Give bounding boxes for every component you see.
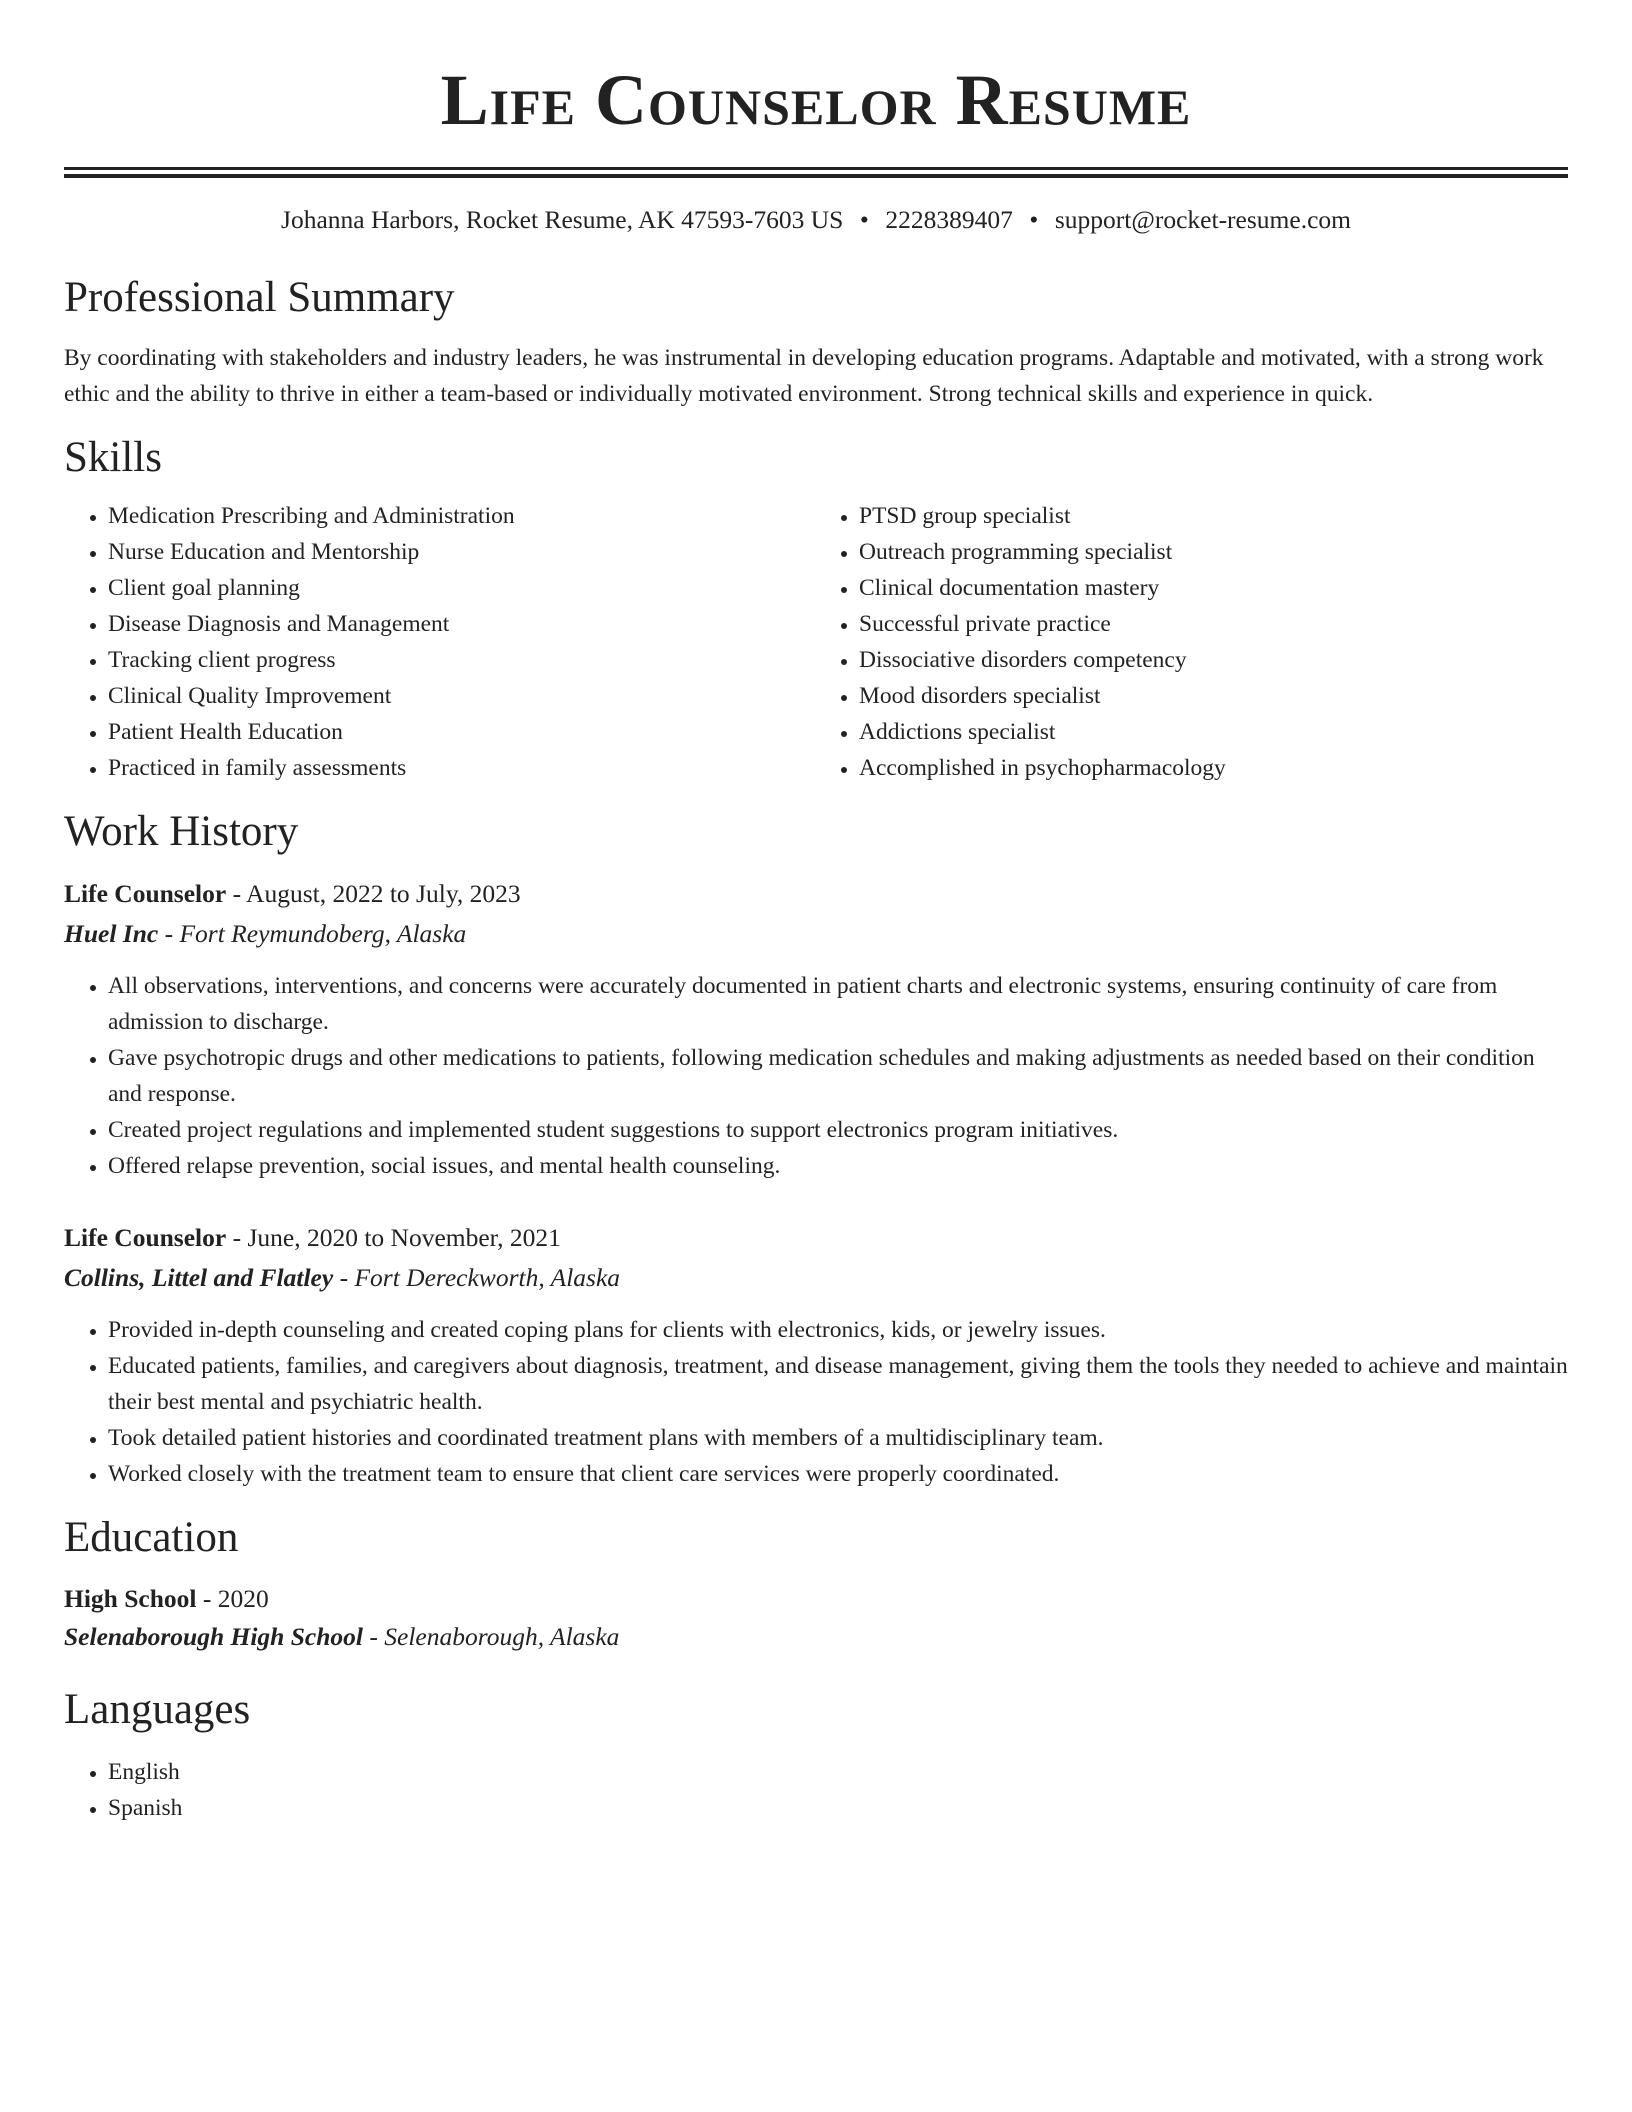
skill-item: • Mood disorders specialist — [859, 678, 1568, 714]
skill-item: • Nurse Education and Mentorship — [108, 534, 817, 570]
work-history-heading: Work History — [64, 808, 299, 855]
job-dates: June, 2020 to November, 2021 — [247, 1223, 561, 1252]
skill-item: • Clinical Quality Improvement — [108, 678, 817, 714]
contact-separator: • — [859, 205, 869, 234]
job-title: Life Counselor — [64, 879, 227, 908]
job-bullet: • Took detailed patient histories and coordinated treatment plans with members of a multidisciplinary team. — [108, 1420, 1568, 1456]
skill-item: • Clinical documentation mastery — [859, 570, 1568, 606]
language-item: • Spanish — [108, 1790, 1568, 1826]
languages-list — [64, 1754, 1568, 1826]
contact-separator: • — [1029, 205, 1039, 234]
job-location: Fort Reymundoberg, Alaska — [179, 919, 467, 948]
job-title: Life Counselor — [64, 1223, 227, 1252]
job-bullets — [64, 1312, 1568, 1492]
skill-item: • Accomplished in psychopharmacology — [859, 750, 1568, 786]
education-location: Selenaborough, Alaska — [384, 1622, 620, 1651]
language-item: • English — [108, 1754, 1568, 1790]
job-bullet: • Gave psychotropic drugs and other medications to patients, following medication schedules and making adjustments as needed based on their condition and response. — [108, 1040, 1568, 1112]
education-school: Selenaborough High School — [64, 1622, 363, 1651]
contact-phone: 2228389407 — [885, 205, 1013, 234]
education-degree-line: High School - 2020 — [64, 1584, 269, 1613]
job-bullet: • All observations, interventions, and concerns were accurately documented in patient charts and electronic systems, ensuring continuity of care from admission to discharge. — [108, 968, 1568, 1040]
job-bullet: • Offered relapse prevention, social issues, and mental health counseling. — [108, 1148, 1568, 1184]
education-heading: Education — [64, 1514, 239, 1561]
skills-heading: Skills — [64, 434, 162, 481]
job-bullet: • Worked closely with the treatment team to ensure that client care services were properly coordinated. — [108, 1456, 1568, 1492]
education-degree: High School — [64, 1584, 197, 1613]
skill-item: • Medication Prescribing and Administration — [108, 498, 817, 534]
resume-title: Life Counselor Resume — [440, 60, 1192, 140]
skills-list-right — [817, 498, 1568, 786]
job-bullet: • Created project regulations and implemented student suggestions to support electronics program initiatives. — [108, 1112, 1568, 1148]
job-company: Collins, Littel and Flatley — [64, 1263, 334, 1292]
title-double-rule — [64, 167, 1568, 178]
job-location: Fort Dereckworth, Alaska — [354, 1263, 621, 1292]
summary-heading: Professional Summary — [64, 274, 455, 321]
contact-line — [64, 204, 1568, 236]
job-entry — [64, 874, 1568, 1184]
skills-columns — [64, 498, 1568, 786]
skill-item: • Client goal planning — [108, 570, 817, 606]
job-dates: August, 2022 to July, 2023 — [246, 879, 521, 908]
job-bullet: • Provided in-depth counseling and created coping plans for clients with electronics, kids, or jewelry issues. — [108, 1312, 1568, 1348]
job-company-line: Huel Inc - Fort Reymundoberg, Alaska — [64, 919, 467, 948]
skill-item: • Patient Health Education — [108, 714, 817, 750]
skill-item: • Tracking client progress — [108, 642, 817, 678]
job-entry — [64, 1218, 1568, 1492]
job-bullet: • Educated patients, families, and caregivers about diagnosis, treatment, and disease management, giving them the tools they needed to achieve and maintain their best mental and psychiatric health. — [108, 1348, 1568, 1420]
job-bullets — [64, 968, 1568, 1184]
languages-heading: Languages — [64, 1686, 251, 1733]
education-school-line: Selenaborough High School - Selenaborough, Alaska — [64, 1622, 620, 1651]
skill-item: • Outreach programming specialist — [859, 534, 1568, 570]
skill-item: • Practiced in family assessments — [108, 750, 817, 786]
job-title-line: Life Counselor - August, 2022 to July, 2023 — [64, 879, 521, 908]
skill-item: • Disease Diagnosis and Management — [108, 606, 817, 642]
contact-address: Johanna Harbors, Rocket Resume, AK 47593-7603 US — [281, 205, 844, 234]
summary-text: By coordinating with stakeholders and industry leaders, he was instrumental in developing education programs. Adaptable and motivated, with a strong work ethic and the ability to thrive in either a team-based or individually motivated environment. Strong technical skills and experience in quick. — [64, 345, 1544, 407]
skill-item: • PTSD group specialist — [859, 498, 1568, 534]
education-year: 2020 — [217, 1584, 269, 1613]
skills-list-left — [64, 498, 817, 786]
skill-item: • Successful private practice — [859, 606, 1568, 642]
contact-email: support@rocket-resume.com — [1054, 205, 1351, 234]
job-title-line: Life Counselor - June, 2020 to November, 2021 — [64, 1223, 561, 1252]
skill-item: • Addictions specialist — [859, 714, 1568, 750]
skill-item: • Dissociative disorders competency — [859, 642, 1568, 678]
job-company: Huel Inc — [64, 919, 159, 948]
job-company-line: Collins, Littel and Flatley - Fort Dereckworth, Alaska — [64, 1263, 621, 1292]
